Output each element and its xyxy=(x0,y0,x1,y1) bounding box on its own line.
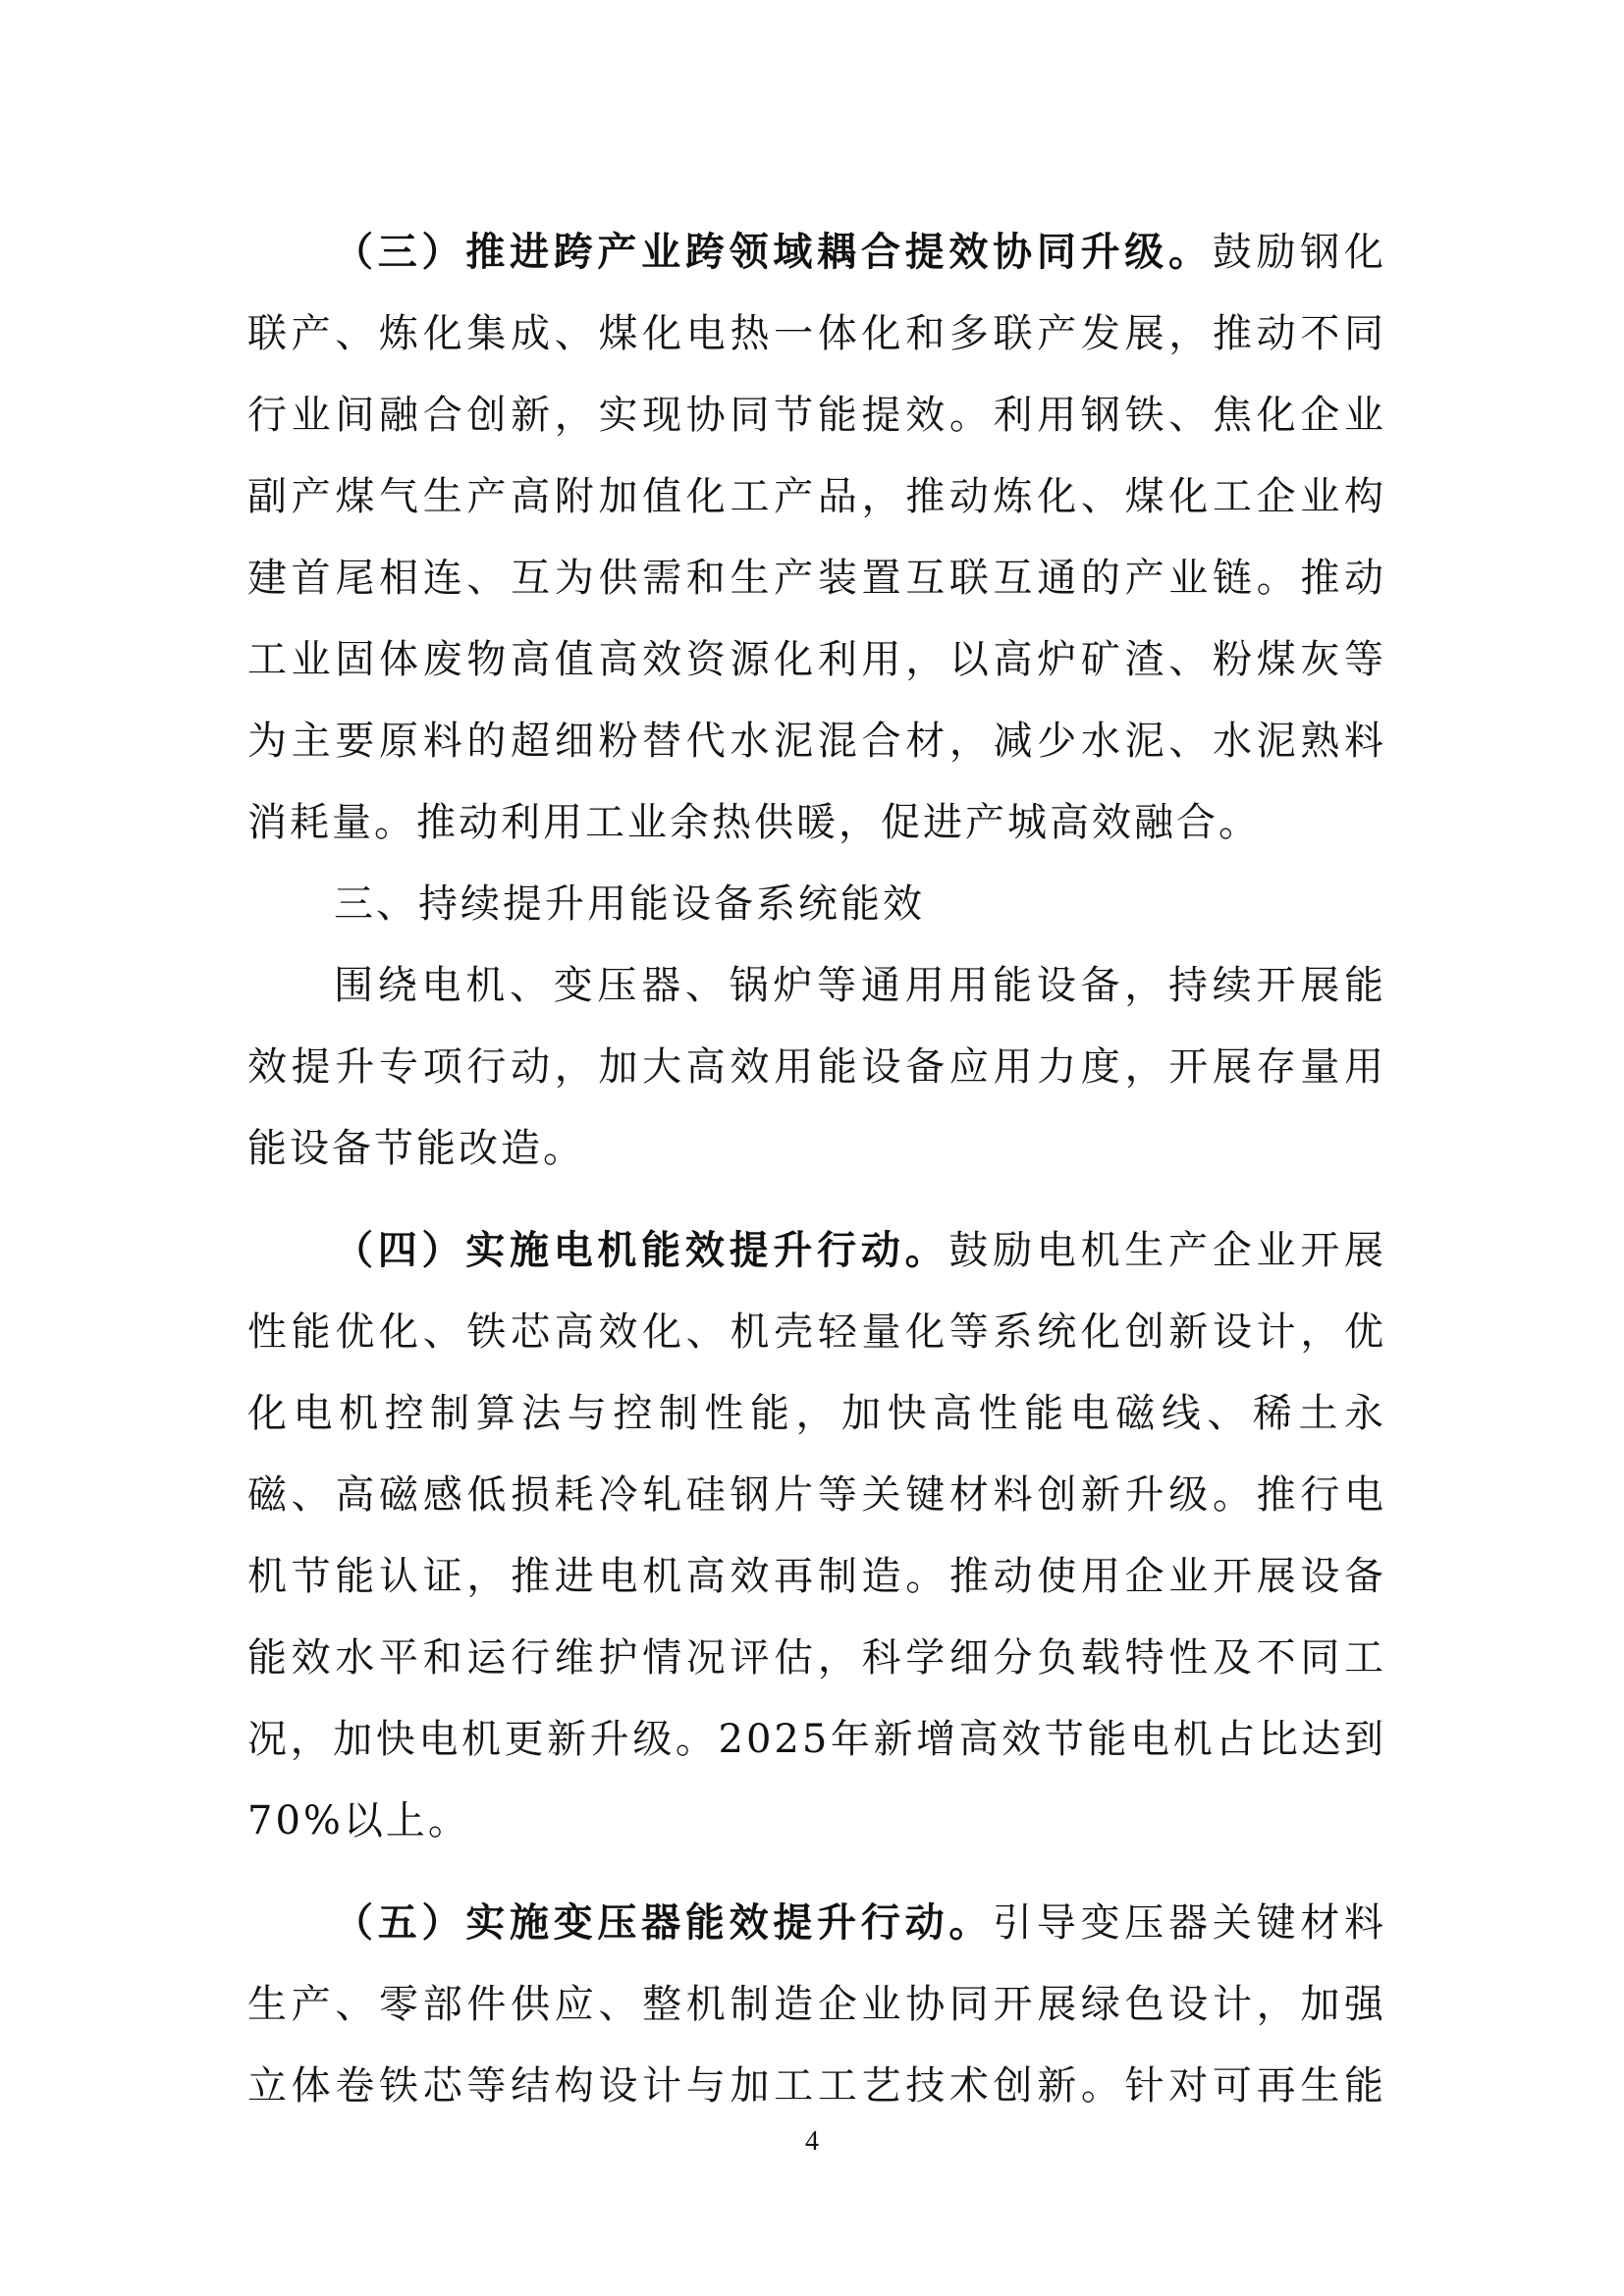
paragraph-body: 引导变压器关键材料生产、零部件供应、整机制造企业协同开展绿色设计，加强立体卷铁芯等结构设计与加工工艺技术创新。针对可再生能 xyxy=(247,1900,1387,2109)
paragraph-lead: （四）实施电机能效提升行动。 xyxy=(334,1227,949,1273)
paragraph-equipment-intro xyxy=(247,945,1386,1190)
section-heading: 三、持续提升用能设备系统能效 xyxy=(334,881,925,927)
paragraph-lead: （五）实施变压器能效提升行动。 xyxy=(334,1899,994,1946)
page-number: 4 xyxy=(805,2126,819,2157)
paragraph-body: 围绕电机、变压器、锅炉等通用用能设备，持续开展能效提升专项行动，加大高效用能设备应用力度，开展存量用能设备节能改造。 xyxy=(247,963,1386,1171)
paragraph-motor-efficiency xyxy=(247,1209,1386,1862)
paragraph-body: 鼓励电机生产企业开展性能优化、铁芯高效化、机壳轻量化等系统化创新设计，优化电机控制算法与控制性能，加快高性能电磁线、稀土永磁、高磁感低损耗冷轧硅钢片等关键材料创新升级。推行电机节能认证，推进电机高效再制造。推动使用企业开展设备能效水平和运行维护情况评估，科学细分负载特性及不同工况，加快电机更新升级。2025年新增高效节能电机占比达到70%以上。 xyxy=(247,1228,1387,1843)
document-page xyxy=(247,211,1386,2127)
paragraph-body: 鼓励钢化联产、炼化集成、煤化电热一体化和多联产发展，推动不同行业间融合创新，实现协同节能提效。利用钢铁、焦化企业副产煤气生产高附加值化工产品，推动炼化、煤化工企业构建首尾相连、互为供需和生产装置互联互通的产业链。推动工业固体废物高值高效资源化利用，以高炉矿渣、粉煤灰等为主要原料的超细粉替代水泥混合材，减少水泥、水泥熟料消耗量。推动利用工业余热供暖，促进产城高效融合。 xyxy=(247,230,1387,845)
paragraph-coupling-upgrade xyxy=(247,211,1386,864)
paragraph-lead: （三）推进跨产业跨领域耦合提效协同升级。 xyxy=(334,229,1213,275)
paragraph-transformer-efficiency xyxy=(247,1882,1386,2127)
